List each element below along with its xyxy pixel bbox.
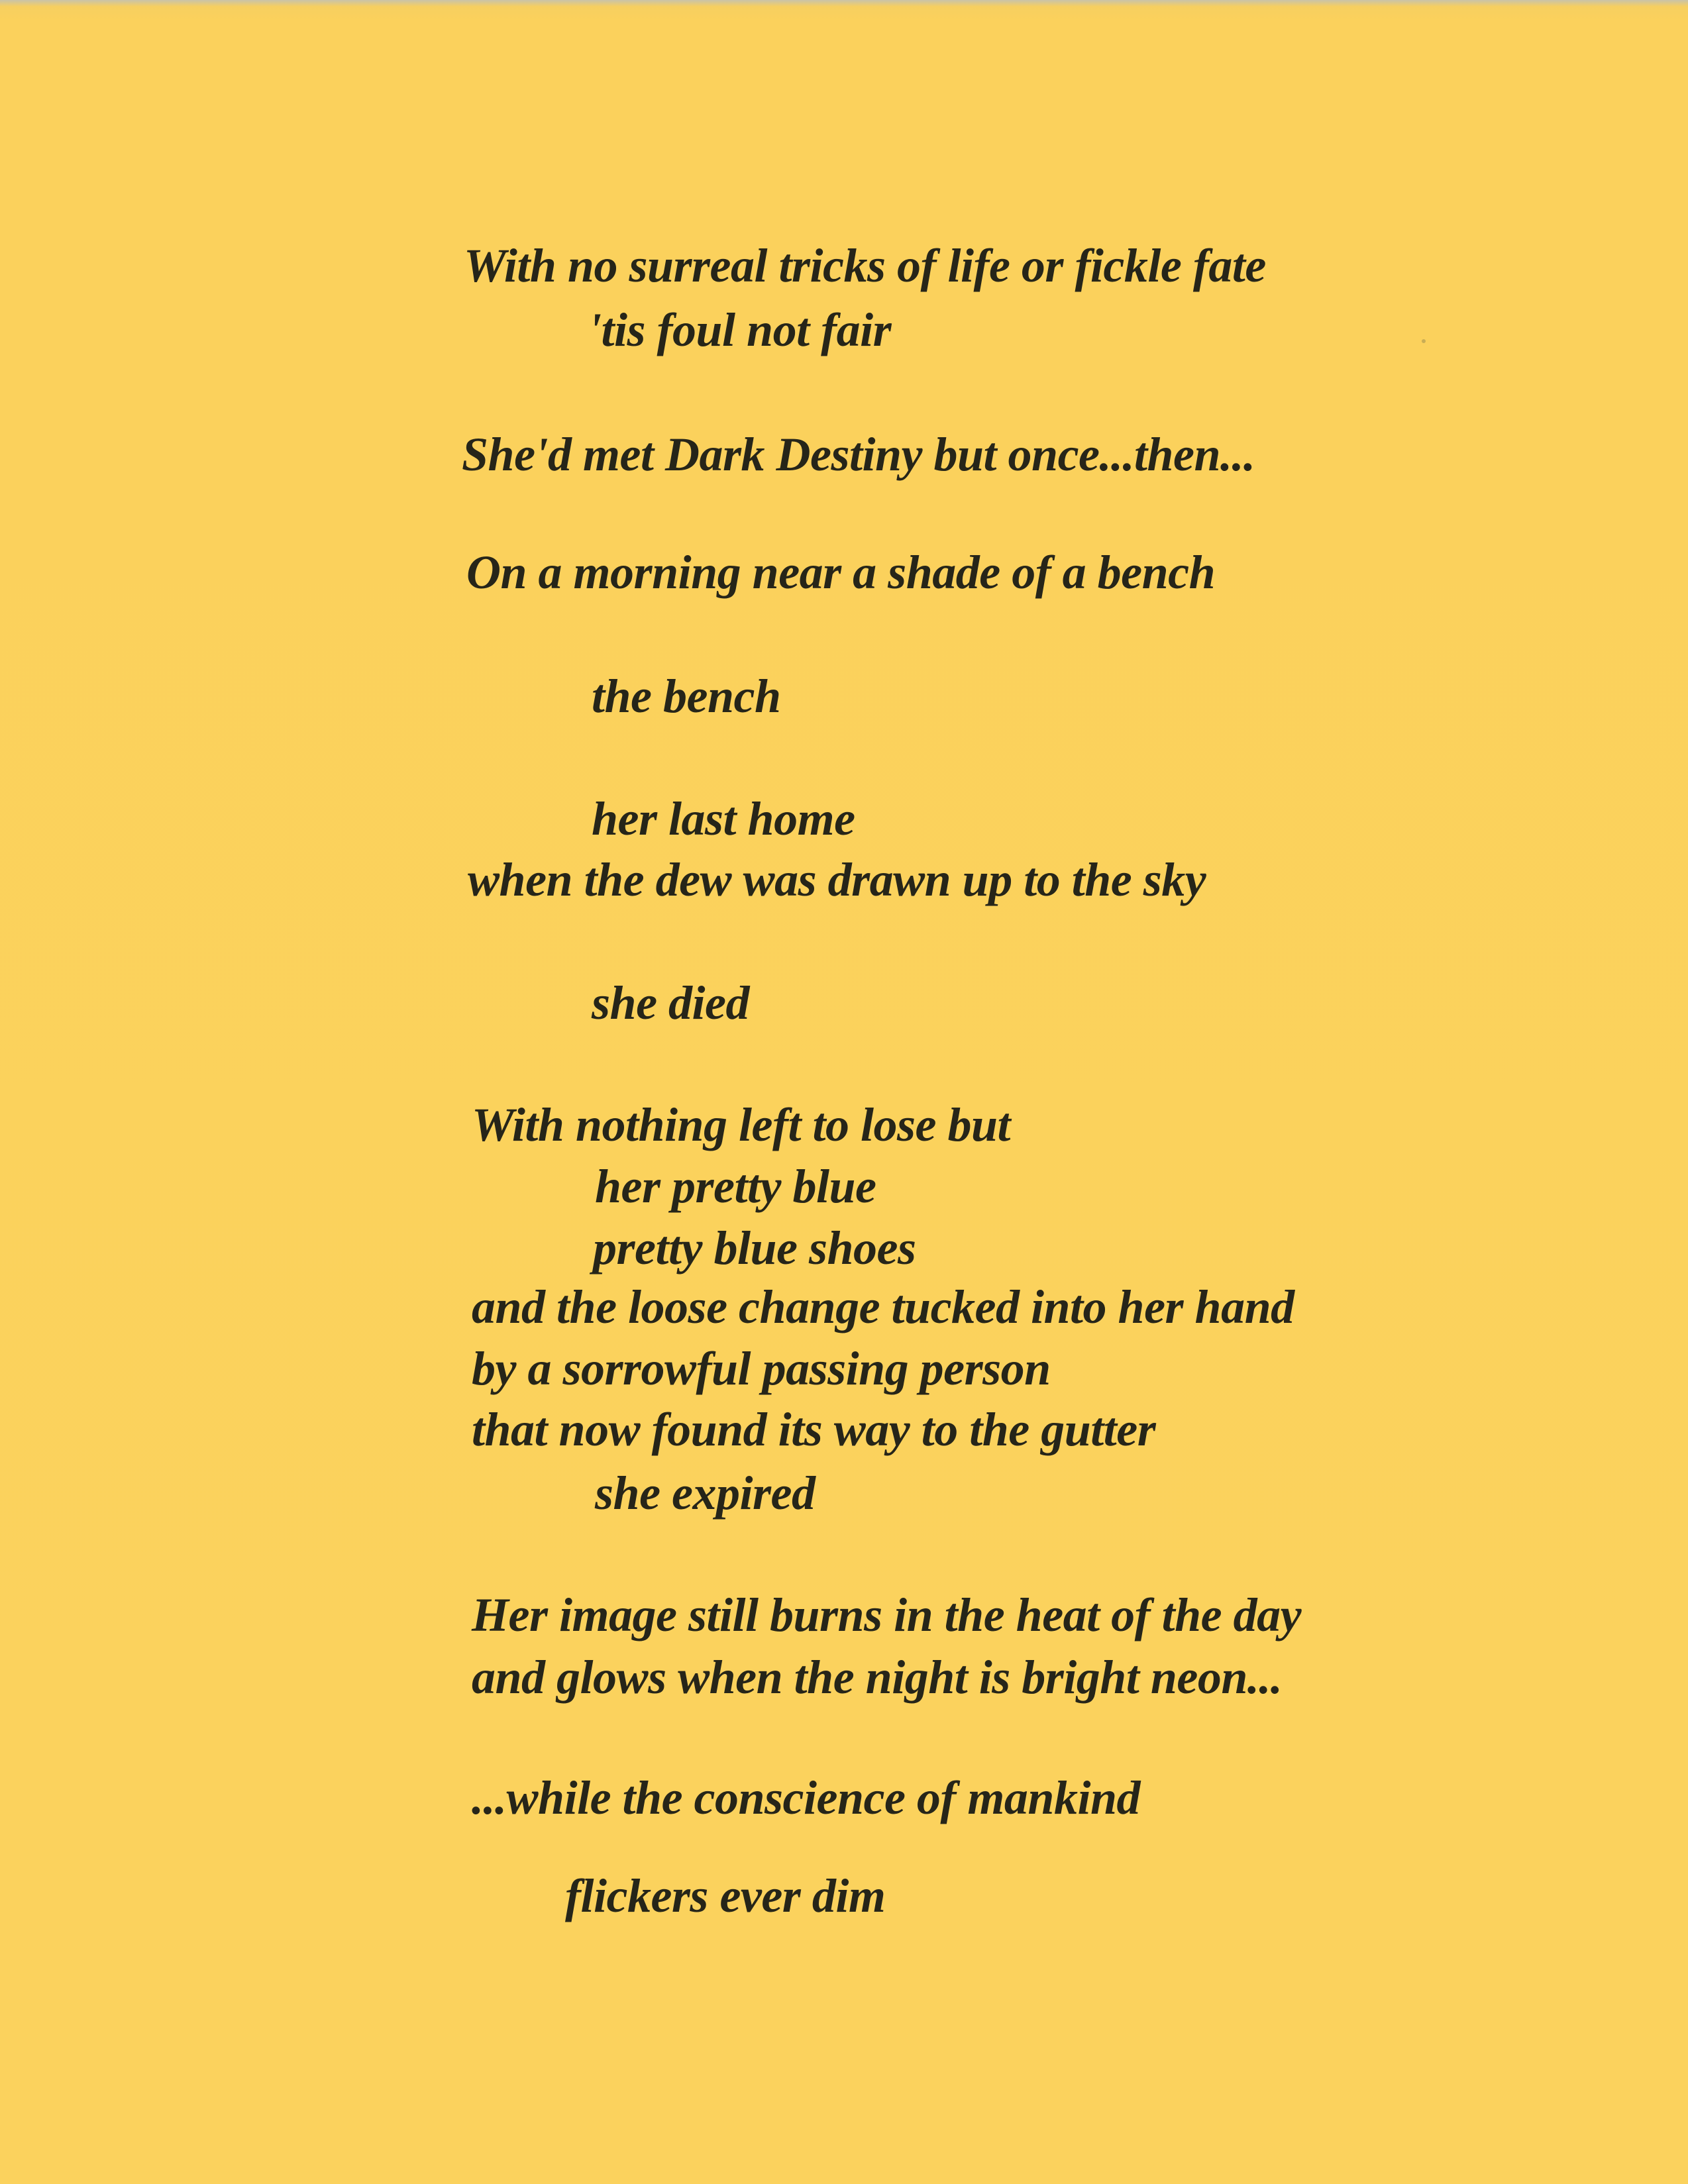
poem-line-18: ...while the conscience of mankind [472, 1771, 1140, 1824]
poem-line-15: she expired [595, 1467, 816, 1520]
poem-line-4: On a morning near a shade of a bench [466, 546, 1216, 599]
poem-line-7: when the dew was drawn up to the sky [468, 853, 1206, 906]
poem-line-16: Her image still burns in the heat of the day [472, 1588, 1302, 1641]
poem-line-13: by a sorrowful passing person [472, 1342, 1051, 1395]
poem-line-1: With no surreal tricks of life or fickle fate [464, 239, 1266, 292]
poem-line-3: She'd met Dark Destiny but once...then... [462, 428, 1255, 481]
poem-line-19: flickers ever dim [565, 1869, 886, 1922]
poem-line-10: her pretty blue [595, 1160, 876, 1213]
poem-line-9: With nothing left to lose but [472, 1098, 1011, 1151]
poem-line-11: pretty blue shoes [593, 1222, 916, 1274]
poem-line-14: that now found its way to the gutter [472, 1403, 1156, 1456]
poem-line-2: 'tis foul not fair [588, 303, 892, 356]
poem-line-5: the bench [592, 670, 781, 723]
poem-line-17: and glows when the night is bright neon... [472, 1651, 1283, 1704]
poem-line-6: her last home [592, 792, 855, 845]
poem-line-12: and the loose change tucked into her hand [472, 1280, 1294, 1333]
poem-line-8: she died [592, 976, 749, 1029]
